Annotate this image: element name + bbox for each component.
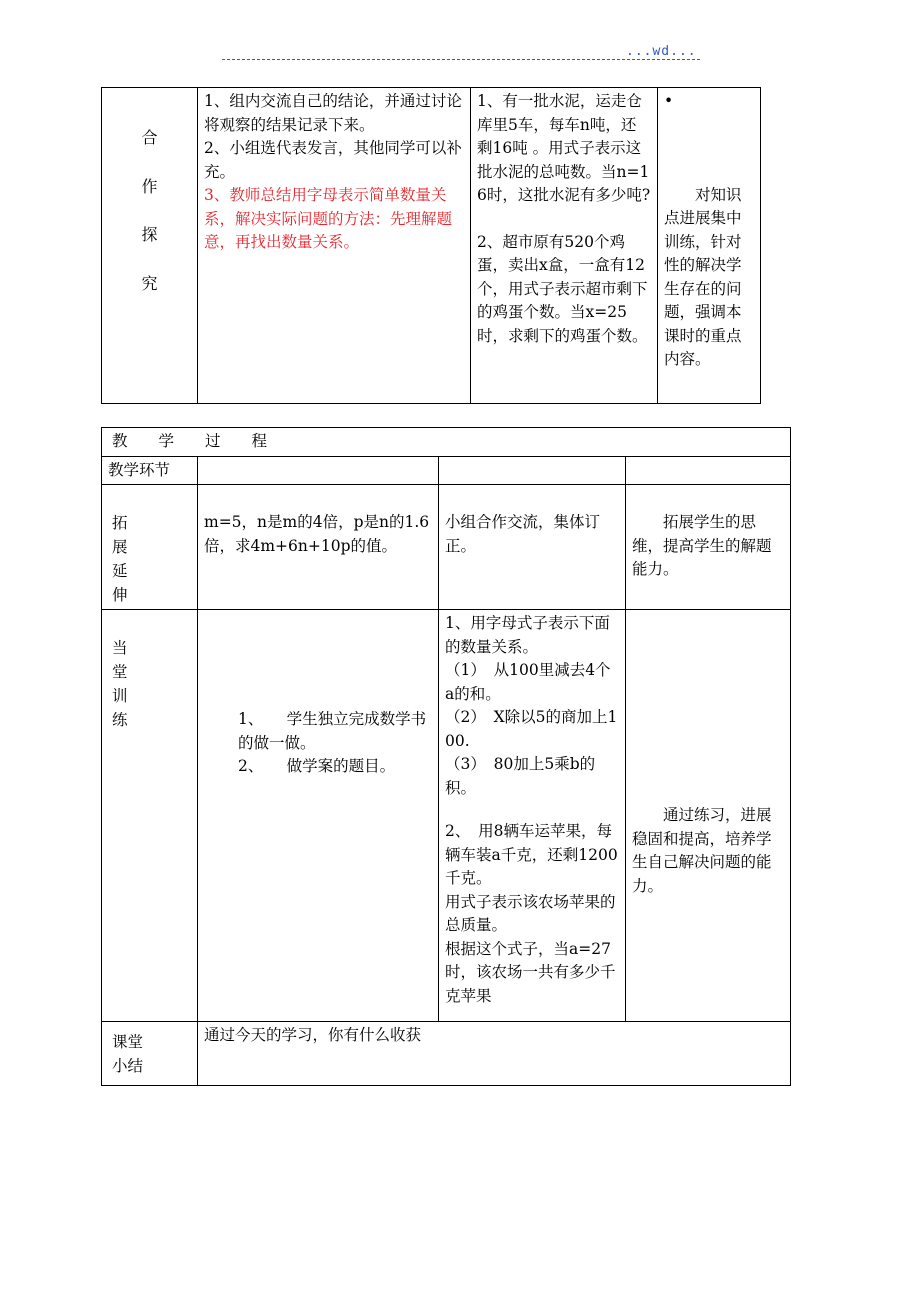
empty-cell <box>198 456 439 485</box>
exercise-2-question: 用式子表示该农场苹果的总质量。 <box>445 892 616 934</box>
header-dashed-line <box>222 59 700 60</box>
label-text: 课堂 <box>112 1033 144 1051</box>
exercise-1-1: （1） 从100里减去4个a的和。 <box>445 661 611 703</box>
row-label-extension <box>102 485 198 610</box>
teaching-process-table <box>101 427 791 1086</box>
label-char: 拓 <box>112 514 128 532</box>
summary-prompt <box>198 1022 791 1086</box>
empty-cell <box>626 456 791 485</box>
extension-activity-text: 小组合作交流，集体订正。 <box>445 513 601 555</box>
spacer <box>477 208 651 231</box>
section-label: 教学环节 <box>102 456 198 485</box>
extension-activity <box>439 485 626 610</box>
practice-exercises <box>439 610 626 1022</box>
problem-1: 1、有一批水泥，运走仓库里5车，每车n吨，还剩16吨 。用式子表示这批水泥的总吨数。当n=16时，这批水泥有多少吨? <box>477 92 651 204</box>
label-char: 合 <box>141 128 158 147</box>
problem-2: 2、超市原有520个鸡蛋，卖出x盒，一盒有12个，用式子表示超市剩下的鸡蛋个数。当x=25时，求剩下的鸡蛋个数。 <box>477 232 648 345</box>
label-char: 当 <box>112 639 128 657</box>
empty-cell <box>439 456 626 485</box>
practice-purpose <box>626 610 791 1022</box>
label-char: 探 <box>141 225 158 244</box>
row-label-cooperation <box>102 88 198 404</box>
label-char: 展 <box>112 538 128 556</box>
practice-task-1: 1、 学生独立完成数学书的做一做。 <box>238 710 427 752</box>
extension-problem <box>198 485 439 610</box>
purpose-text: 对知识点进展集中训练，针对性的解决学生存在的问题，强调本课时的重点内容。 <box>664 185 742 368</box>
activity-step-3-teacher-summary: 3、教师总结用字母表示简单数量关系，解决实际问题的方法：先理解题意，再找出数量关系。 <box>204 186 453 251</box>
cooperation-table <box>101 87 761 404</box>
header-mark: ...wd... <box>626 44 697 59</box>
practice-tasks <box>198 610 439 1022</box>
purpose-cell <box>658 88 761 404</box>
practice-task-2: 2、 做学案的题目。 <box>238 757 396 775</box>
table-title: 教 学 过 程 <box>102 428 791 457</box>
activity-step-1: 1、组内交流自己的结论，并通过讨论将观察的结果记录下来。 <box>204 92 462 134</box>
row-label-practice <box>102 610 198 1022</box>
label-char: 伸 <box>112 586 128 604</box>
bullet-mark: • <box>664 92 674 110</box>
exercise-1-2: （2） X除以5的商加上100. <box>445 708 618 750</box>
summary-prompt-text: 通过今天的学习，你有什么收获 <box>204 1026 422 1044</box>
exercise-1-3: （3） 80加上5乘b的积。 <box>445 755 596 797</box>
problem-cell <box>471 88 658 404</box>
activity-step-2: 2、小组选代表发言，其他同学可以补充。 <box>204 139 462 181</box>
row-label-summary <box>102 1022 198 1086</box>
exercise-2: 2、 用8辆车运苹果，每辆车装a千克，还剩1200千克。 <box>445 822 618 887</box>
label-char: 究 <box>141 273 158 293</box>
extension-purpose-text: 拓展学生的思维，提高学生的解题能力。 <box>632 513 772 578</box>
label-char: 堂 <box>112 663 128 681</box>
label-char: 练 <box>112 711 128 729</box>
label-char: 延 <box>112 562 128 580</box>
label-char: 训 <box>112 687 128 705</box>
label-text: 小结 <box>112 1057 144 1075</box>
extension-purpose <box>626 485 791 610</box>
extension-problem-text: m=5，n是m的4倍，p是n的1.6倍，求4m+6n+10p的值。 <box>204 513 430 555</box>
exercise-1: 1、用字母式子表示下面的数量关系。 <box>445 614 610 656</box>
label-char: 作 <box>141 176 158 196</box>
spacer <box>664 114 754 184</box>
spacer <box>445 800 619 820</box>
exercise-2-followup: 根据这个式子，当a=27时，该农场一共有多少千克苹果 <box>445 939 616 1005</box>
activity-cell <box>198 88 471 404</box>
practice-purpose-text: 通过练习，进展稳固和提高，培养学生自己解决问题的能力。 <box>632 806 772 895</box>
